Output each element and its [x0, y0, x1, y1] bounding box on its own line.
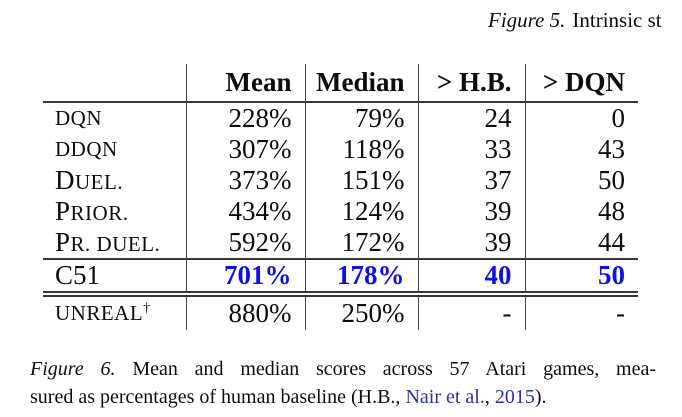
row-label-unreal: UNREAL† — [43, 294, 186, 330]
column-header-gt-hb: > H.B. — [418, 64, 525, 102]
table-row-ddqn — [43, 134, 638, 165]
row-label-ddqn: DDQN — [43, 134, 186, 165]
table-row-c51-highlighted — [43, 259, 638, 294]
cell-mean: 701% — [186, 259, 305, 294]
caption-line2 — [30, 383, 656, 411]
cell-gt-dqn: 43 — [598, 134, 625, 164]
cell-median: 151% — [305, 165, 418, 196]
figure5-text: Intrinsic st — [572, 8, 662, 32]
caption-line1-text: Mean and median scores across 57 Atari games, mea- — [132, 358, 657, 380]
column-header-empty — [43, 64, 186, 102]
row-label-duel: DUEL. — [43, 165, 186, 196]
cell-mean: 373% — [186, 165, 305, 196]
cell-mean: 228% — [186, 102, 305, 134]
table-header-row — [43, 64, 638, 102]
table-row-duel — [43, 165, 638, 196]
results-table — [43, 64, 638, 330]
column-header-median: Median — [305, 64, 418, 102]
row-label-c51: C51 — [43, 259, 186, 294]
row-label-pr-duel: PR. DUEL. — [43, 227, 186, 259]
cell-gt-hb: 39 — [418, 227, 525, 259]
cell-gt-hb: 37 — [418, 165, 525, 196]
column-header-mean: Mean — [186, 64, 305, 102]
row-label-prior: PRIOR. — [43, 196, 186, 227]
cell-gt-dqn: 44 — [598, 227, 625, 257]
cell-mean: 880% — [186, 294, 305, 330]
cell-median: 250% — [305, 294, 418, 330]
cell-gt-dqn: - — [616, 298, 625, 328]
caption-cite-separator: , — [484, 386, 495, 408]
table-row-prior — [43, 196, 638, 227]
caption-line2-text: sured as percentages of human baseline (H.B., — [30, 386, 406, 408]
cell-median: 79% — [305, 102, 418, 134]
row-label-dqn: DQN — [43, 102, 186, 134]
figure5-label: Figure 5. — [488, 8, 566, 32]
figure6-label: Figure 6. — [30, 358, 116, 380]
cell-gt-hb: 40 — [418, 259, 525, 294]
table-row-unreal — [43, 294, 638, 330]
dagger-footnote-marker: † — [143, 301, 151, 316]
cell-gt-dqn: 48 — [598, 196, 625, 226]
column-header-gt-dqn: > DQN — [542, 67, 625, 97]
citation-link-authors[interactable]: Nair et al. — [405, 386, 485, 408]
cell-mean: 307% — [186, 134, 305, 165]
caption-line2-close: ). — [534, 386, 547, 408]
cell-gt-dqn: 50 — [598, 260, 625, 290]
table-row-dqn — [43, 102, 638, 134]
figure5-caption-fragment — [488, 8, 662, 33]
cell-gt-hb: 39 — [418, 196, 525, 227]
citation-link-year[interactable]: 2015 — [494, 386, 535, 408]
cell-mean: 434% — [186, 196, 305, 227]
cell-gt-dqn: 50 — [598, 165, 625, 195]
cell-median: 118% — [305, 134, 418, 165]
cell-median: 172% — [305, 227, 418, 259]
cell-median: 178% — [305, 259, 418, 294]
figure6-caption — [30, 355, 656, 411]
cell-gt-dqn: 0 — [611, 103, 625, 133]
cell-mean: 592% — [186, 227, 305, 259]
cell-gt-hb: 33 — [418, 134, 525, 165]
caption-line1 — [30, 355, 656, 383]
cell-gt-hb: 24 — [418, 102, 525, 134]
cell-median: 124% — [305, 196, 418, 227]
cell-gt-hb: - — [418, 294, 525, 330]
table-row-pr-duel — [43, 227, 638, 259]
